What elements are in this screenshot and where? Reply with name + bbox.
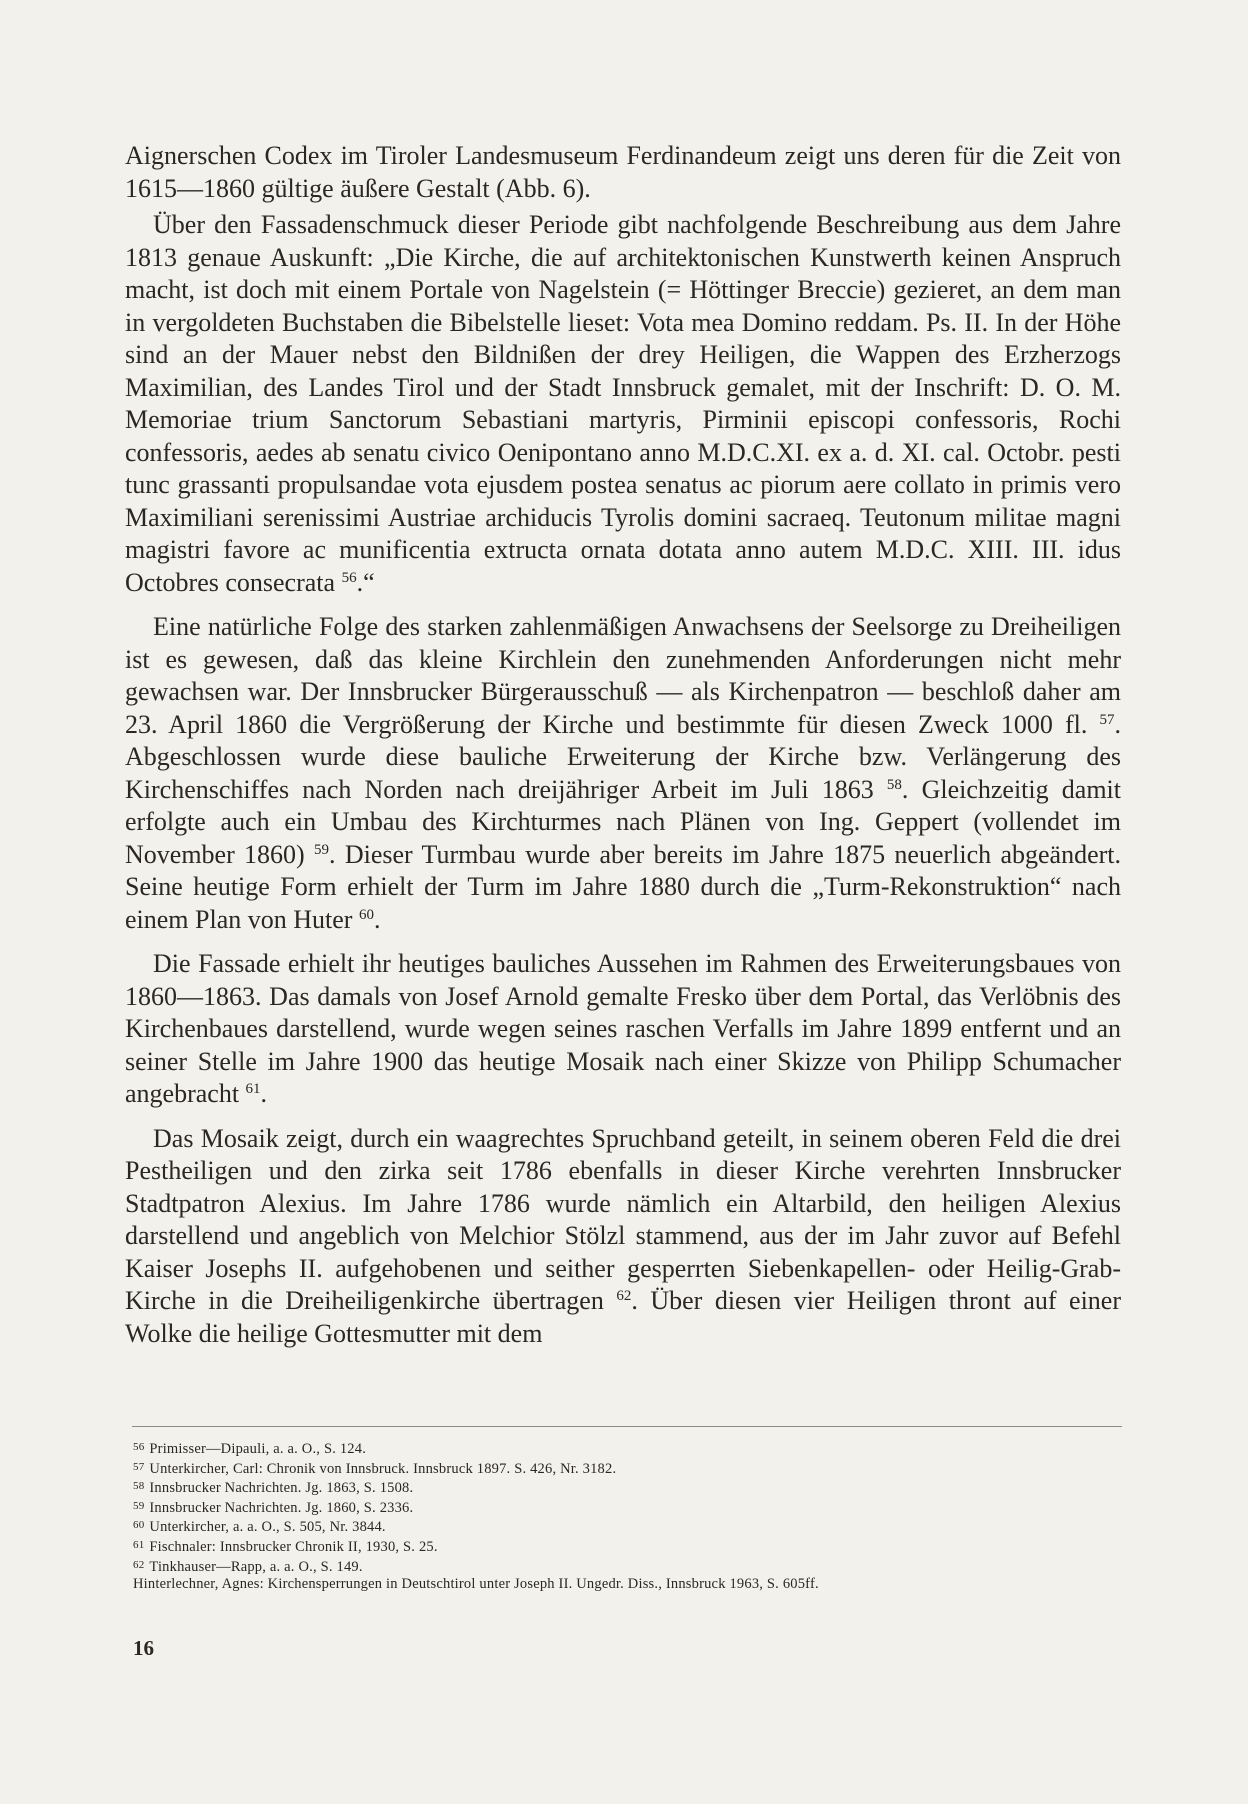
footnote-text: Innsbrucker Nachrichten. Jg. 1863, S. 1508. bbox=[149, 1480, 414, 1497]
footnote bbox=[133, 1498, 1123, 1518]
footnote bbox=[133, 1557, 1123, 1577]
footnote-number: 56 bbox=[133, 1441, 145, 1453]
footnote bbox=[133, 1459, 1123, 1479]
paragraph-text: Die Fassade erhielt ihr heutiges bauliches Aussehen im Rahmen des Erweiterungsbaues von 1860—1863. Das damals von Josef Arnold gemalte Fresko über dem Portal, das Verlöbnis des Kirchenbaues darstellend, wurde wegen seines raschen Verfalls im Jahre 1899 entfernt und an seiner Stelle im Jahre 1900 das heutige Mosaik nach einer Skizze von Philipp Schumacher angebracht bbox=[125, 949, 1121, 1108]
punctuation: . bbox=[373, 904, 381, 934]
footnote-number: 62 bbox=[133, 1558, 145, 1571]
paragraph-text: . Gleichzeitig damit erfolgte auch ein Umbau des Kirchturmes nach Plänen von Ing. Geppert (vollendet im November 1860) bbox=[125, 774, 1121, 869]
footnote-number: 57 bbox=[133, 1460, 145, 1473]
paragraph-text: . Über diesen vier Heiligen thront auf einer Wolke die heilige Gottesmutter mit dem bbox=[125, 1286, 1122, 1348]
footnote-ref: 61 bbox=[245, 1081, 261, 1097]
paragraph-text: Über den Fassadenschmuck dieser Periode gibt nachfolgende Beschreibung aus dem Jahre 1813 genaue Auskunft: „Die Kirche, die auf architektonischen Kunstwerth keinen Anspruch macht, ist doch mit einem Portale von Nagelstein (= Höttinger Breccie) gezieret, an dem man in vergoldeten Buchstaben die Bibelstelle lieset: Vota mea Domino reddam. Ps. II. In der Höhe sind an der Mauer nebst den Bildnißen der drey Heiligen, die Wappen des Erzherzogs Maximilian, des Landes Tirol und der Stadt Innsbruck gemalet, mit der Inschrift: D. O. M. Memoriae trium Sanctorum Sebastiani martyris, Pirminii episcopi confessoris, Rochi confessoris, aedes ab senatu civico Oenipontano anno M.D.C.XI. ex a. d. XI. cal. Octobr. pesti tunc grassanti propulsandae vota ejusdem postea senatus ac piorum aere collato in primis vero Maximiliani serenissimi Austriae archiducis Tyrolis domini sacraeq. Teutonum militae magni magistri favore ac munificentia extructa ornata dotata anno autem M.D.C. XIII. III. idus Octobres consecrata bbox=[125, 210, 1121, 597]
paragraph-text: . Abgeschlossen wurde diese bauliche Erweiterung der Kirche bzw. Verlängerung des Kirchenschiffes nach Norden nach dreijähriger Arbeit im Juli 1863 bbox=[125, 709, 1121, 804]
paragraph-text: Eine natürliche Folge des starken zahlenmäßigen Anwachsens der Seelsorge zu Dreiheiligen ist es gewesen, daß das kleine Kirchlein den zunehmenden Anforderungen nicht mehr gewachsen war. Der Innsbrucker Bürgerausschuß — als Kirchenpatron — beschloß daher am 23. April 1860 die Vergrößerung der Kirche und bestimmte für diesen Zweck 1000 fl. bbox=[125, 612, 1121, 739]
footnote-separator bbox=[132, 1426, 1122, 1427]
body-text bbox=[125, 140, 1121, 1362]
footnote-text: Innsbrucker Nachrichten. Jg. 1860, S. 2336. bbox=[149, 1499, 414, 1516]
footnote-text: Unterkircher, a. a. O., S. 505, Nr. 3844. bbox=[149, 1519, 386, 1536]
footnote-text: Primisser—Dipauli, a. a. O., S. 124. bbox=[149, 1441, 367, 1457]
footnote-ref: 62 bbox=[616, 1288, 632, 1304]
footnote bbox=[133, 1517, 1123, 1537]
footnote-number: 59 bbox=[133, 1499, 145, 1512]
page-number: 16 bbox=[133, 1636, 154, 1660]
footnote-ref: 60 bbox=[358, 906, 374, 923]
footnote-ref: 56 bbox=[341, 569, 357, 586]
footnote-ref: 57 bbox=[1099, 711, 1115, 728]
footnote-text: Unterkircher, Carl: Chronik von Innsbruck. Innsbruck 1897. S. 426, Nr. 3182. bbox=[149, 1460, 617, 1477]
footnote bbox=[133, 1439, 1123, 1459]
paragraph-text: . Dieser Turmbau wurde aber bereits im Jahre 1875 neuerlich abgeändert. Seine heutige Form erhielt der Turm im Jahre 1880 durch die „Turm-Rekonstruktion“ nach einem Plan von Huter bbox=[125, 839, 1121, 934]
footnote-number: 61 bbox=[133, 1538, 145, 1551]
punctuation: .“ bbox=[356, 567, 375, 597]
paragraph-facade bbox=[125, 948, 1121, 1111]
paragraph-mosaic bbox=[125, 1123, 1121, 1351]
paragraph-text: Das Mosaik zeigt, durch ein waagrechtes Spruchband geteilt, in seinem oberen Feld die drei Pestheiligen und den zirka seit 1786 ebenfalls in dieser Kirche verehrten Innsbrucker Stadtpatron Alexius. Im Jahre 1786 wurde nämlich ein Altarbild, den heiligen Alexius darstellend und angeblich von Melchior Stölzl stammend, aus der im Jahr zuvor auf Befehl Kaiser Josephs II. aufgehobenen und seither gesperrten Siebenkapellen- oder Heilig-Grab-Kirche in die Dreiheiligenkirche übertragen bbox=[125, 1123, 1121, 1315]
paragraph-facade-description bbox=[125, 209, 1121, 599]
paragraph-continued bbox=[125, 140, 1121, 205]
footnote bbox=[133, 1537, 1123, 1557]
paragraph-expansion bbox=[125, 611, 1121, 936]
footnote-number: 58 bbox=[133, 1480, 145, 1493]
footnote bbox=[133, 1478, 1123, 1498]
footnotes bbox=[133, 1439, 1123, 1594]
paragraph-text: Aignerschen Codex im Tiroler Landesmuseum Ferdinandeum zeigt uns deren für die Zeit von 1615—1860 gültige äußere Gestalt (Abb. 6). bbox=[125, 141, 1121, 203]
footnote-continuation: Hinterlechner, Agnes: Kirchensperrungen in Deutschtirol unter Joseph II. Ungedr. Diss., Innsbruck 1963, S. 605ff. bbox=[133, 1576, 819, 1593]
footnote-ref: 59 bbox=[314, 841, 330, 858]
footnote-ref: 58 bbox=[886, 776, 902, 793]
punctuation: . bbox=[260, 1079, 268, 1108]
footnote-text: Tinkhauser—Rapp, a. a. O., S. 149. bbox=[149, 1558, 363, 1575]
footnote-number: 60 bbox=[133, 1519, 145, 1532]
footnote-text: Fischnaler: Innsbrucker Chronik II, 1930, S. 25. bbox=[149, 1538, 438, 1555]
